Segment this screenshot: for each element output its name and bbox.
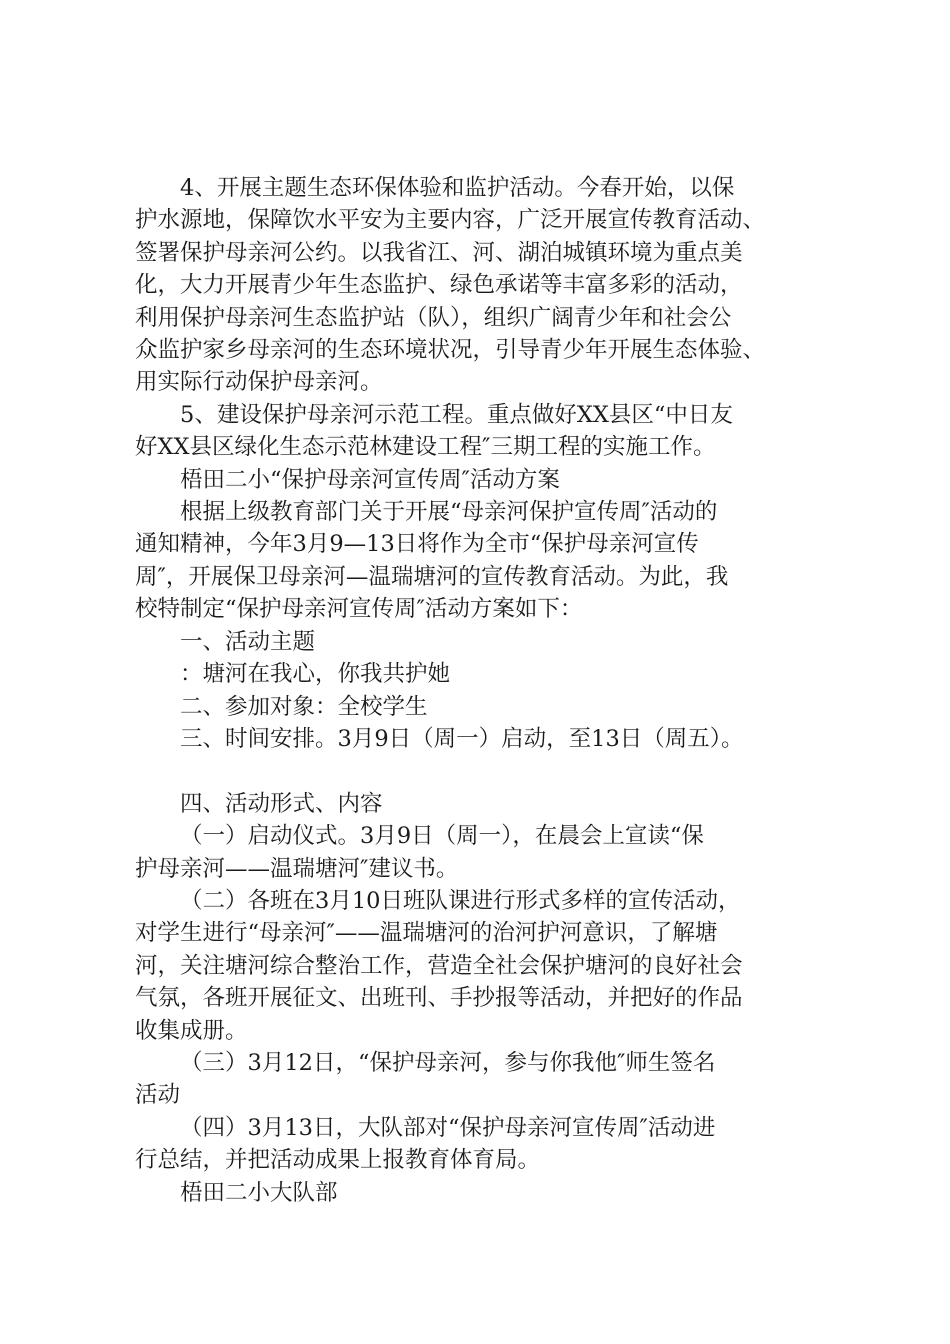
section-heading-schedule: 三、时间安排。3月9日（周一）启动，至13日（周五）。	[180, 725, 744, 752]
activity-item-4: （四）3月13日，大队部对“保护母亲河宣传周″活动进 行总结，并把活动成果上报教育体育局。	[135, 1114, 716, 1174]
paragraph-item-4-ecology-monitoring: 4、开展主题生态环保体验和监护活动。今春开始，以保 护水源地，保障饮水平安为主要内容，广泛开展宣传教育活动、 签署保护母亲河公约。以我省江、河、湖泊城镇环境为重点美 化，大力开展青少年生态监护、绿色承诺等丰富多彩的活动， 利用保护母亲河生态监护站（队），组织广阔青少年和社会公 众监护家乡母亲河的生态环境状况，引导青少年开展生态体验、 用实际行动保护母亲河。	[135, 175, 766, 396]
section-heading-activities: 四、活动形式、内容	[180, 790, 383, 817]
section-heading-theme: 一、活动主题	[180, 628, 316, 655]
theme-text: ：塘河在我心，你我共护她	[180, 661, 451, 688]
plan-title: 梧田二小“保护母亲河宣传周″活动方案	[180, 466, 560, 493]
document-body	[135, 172, 835, 1209]
signature: 梧田二小大队部	[180, 1179, 338, 1206]
paragraph-intro: 根据上级教育部门关于开展“母亲河保护宣传周″活动的 通知精神，今年3月9—13日将作为全市“保护母亲河宣传 周″，开展保卫母亲河—温瑞塘河的宣传教育活动。为此，我 校特制定“保护母亲河宣传周″活动方案如下：	[135, 499, 729, 623]
activity-item-3: （三）3月12日，“保护母亲河，参与你我他″师生签名 活动	[135, 1049, 716, 1109]
paragraph-item-5-demonstration-project: 5、建设保护母亲河示范工程。重点做好XX县区“中日友 好XX县区绿化生态示范林建设工程″三期工程的实施工作。	[135, 401, 733, 461]
section-heading-participants: 二、参加对象：全校学生	[180, 693, 428, 720]
activity-item-2: （二）各班在3月10日班队课进行形式多样的宣传活动， 对学生进行“母亲河″——温瑞塘河的治河护河意识，了解塘 河，关注塘河综合整治工作，营造全社会保护塘河的良好社会 气氛，各班开展征文、出班刊、手抄报等活动，并把好的作品 收集成册。	[135, 887, 743, 1044]
blank-line	[135, 755, 835, 787]
activity-item-1: （一）启动仪式。3月9日（周一），在晨会上宣读“保 护母亲河——温瑞塘河″建议书。	[135, 823, 704, 882]
